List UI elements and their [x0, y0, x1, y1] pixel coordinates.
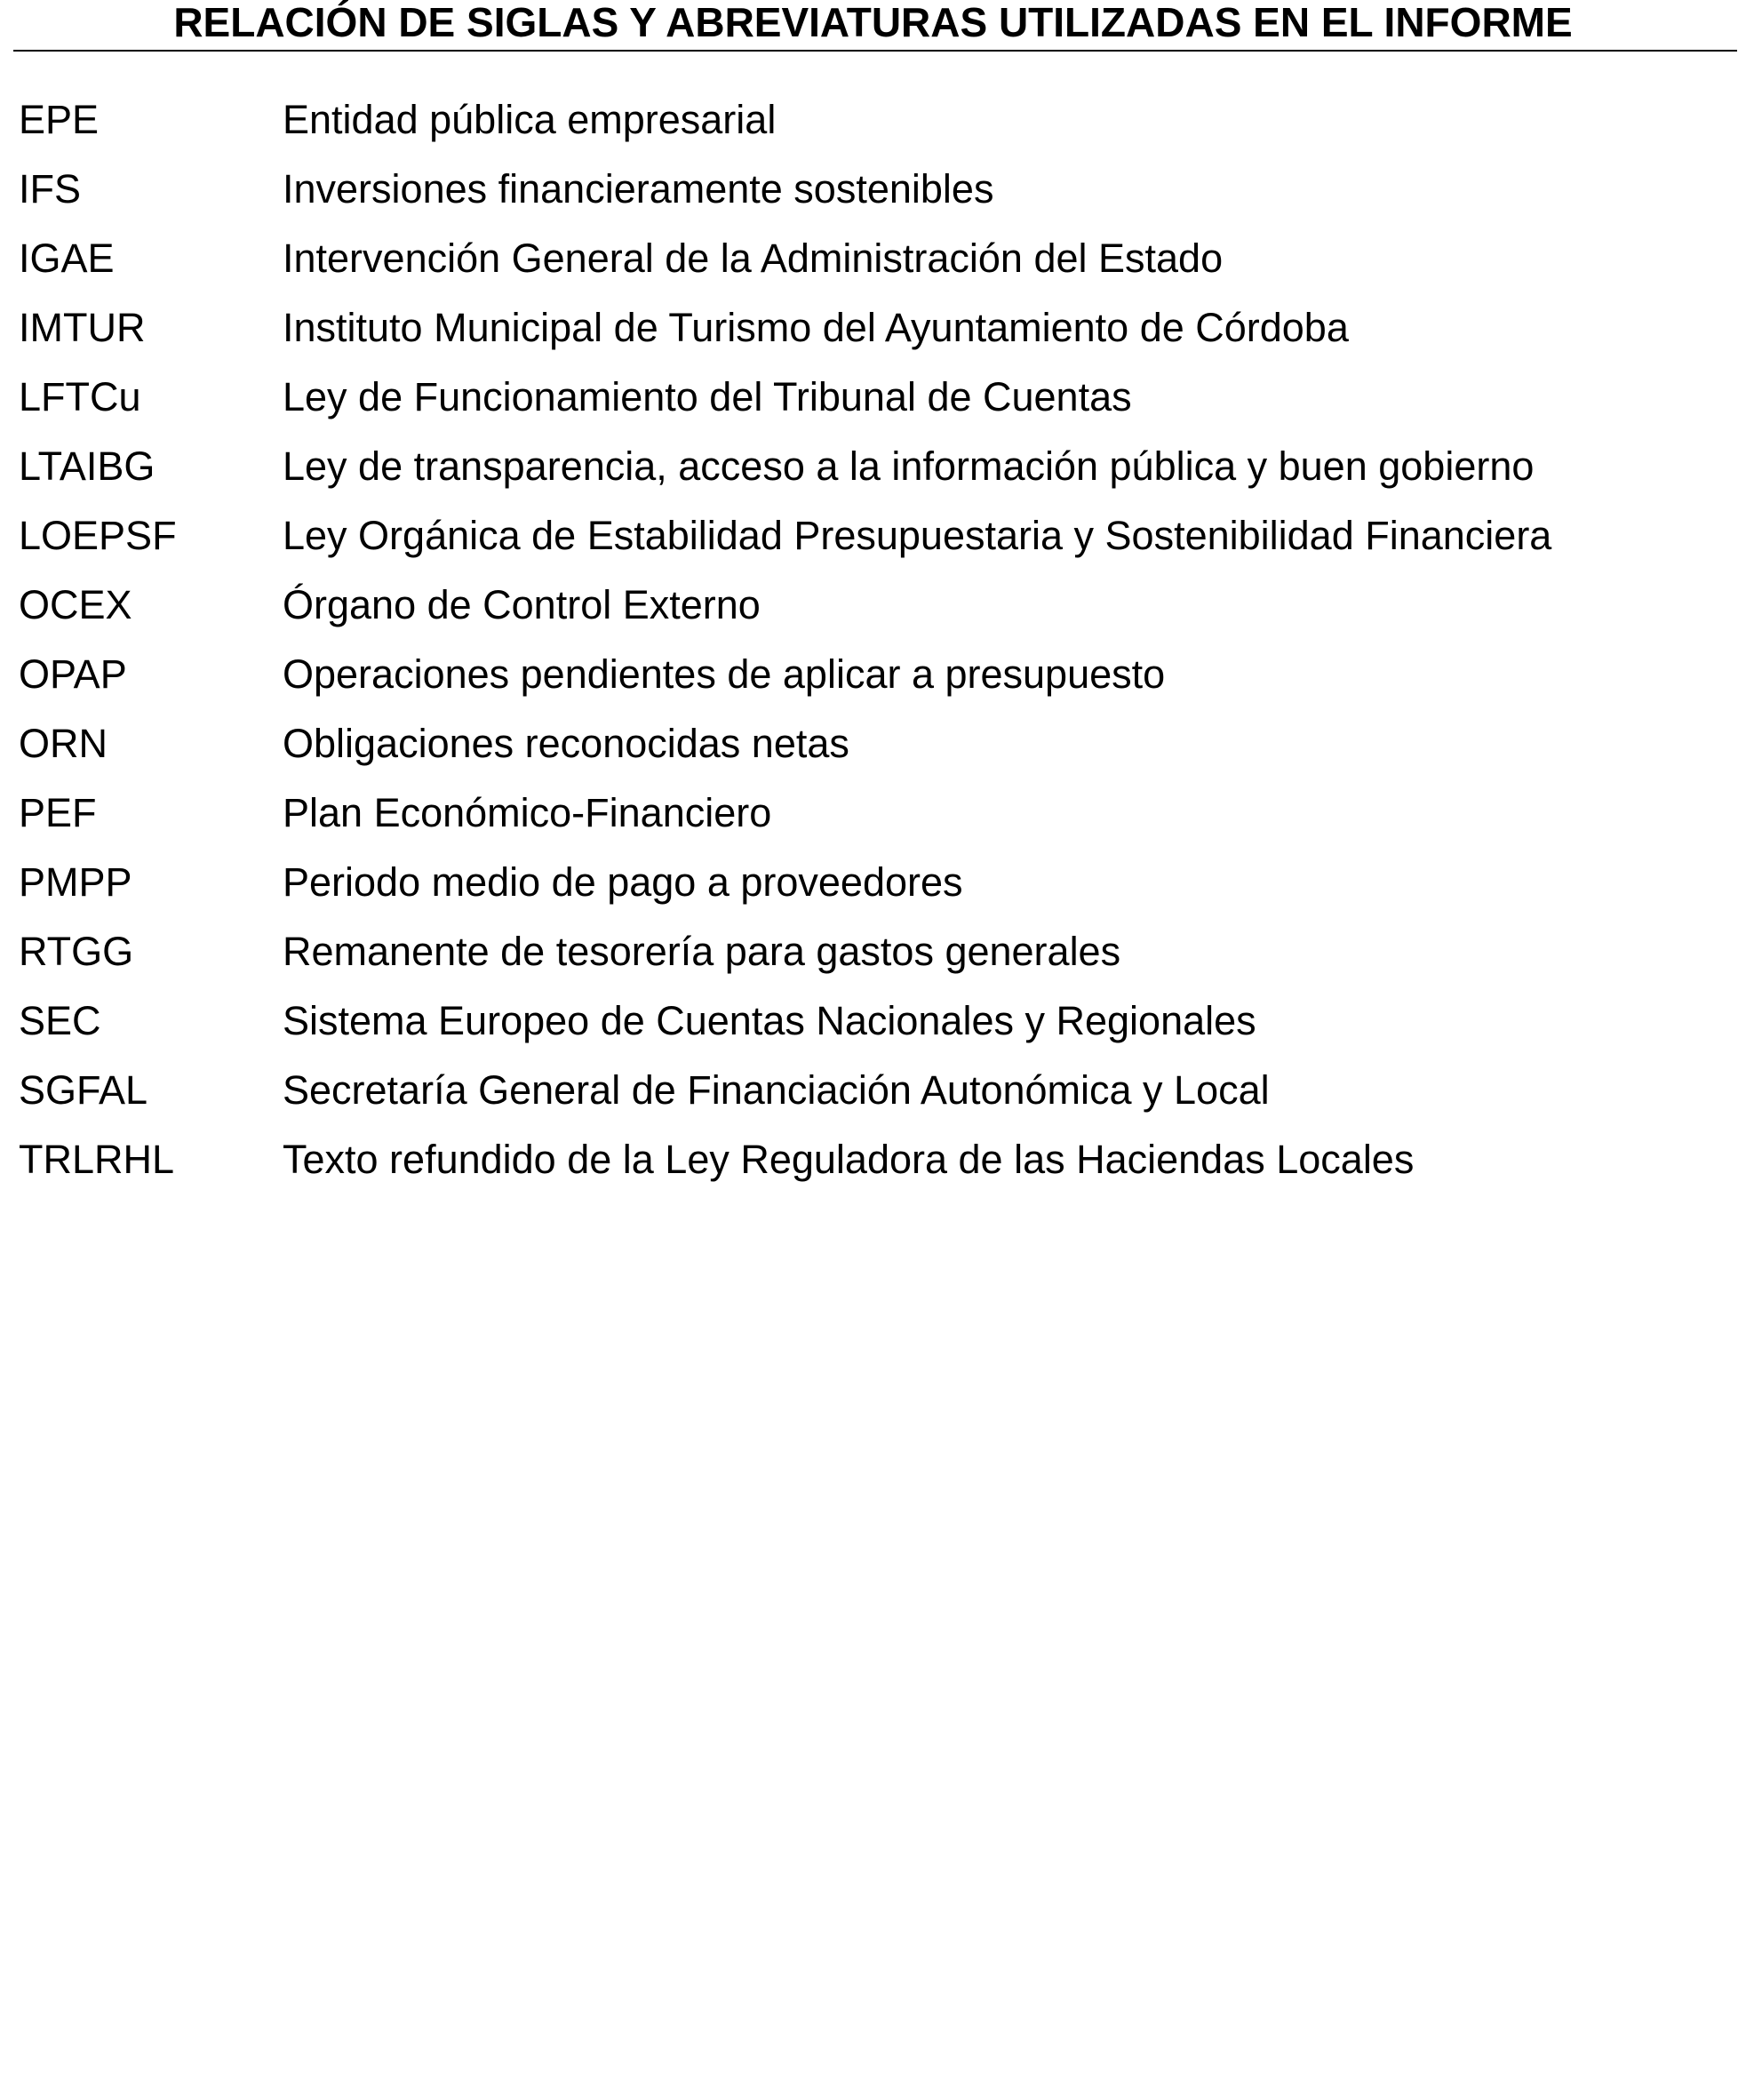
abbreviation-code: OPAP — [19, 651, 127, 697]
abbreviation-description: Inversiones financieramente sostenibles — [283, 166, 994, 212]
abbreviation-description: Ley de Funcionamiento del Tribunal de Cuentas — [283, 374, 1132, 419]
abbreviation-description: Sistema Europeo de Cuentas Nacionales y Regionales — [283, 998, 1256, 1043]
abbreviation-code: OCEX — [19, 582, 132, 627]
abbreviation-code: TRLRHL — [19, 1137, 175, 1182]
abbreviation-row — [0, 717, 1746, 787]
abbreviation-row — [0, 440, 1746, 509]
abbreviation-code: PEF — [19, 790, 97, 835]
abbreviation-list — [0, 93, 1746, 1202]
abbreviation-code: LOEPSF — [19, 513, 177, 558]
abbreviation-row — [0, 648, 1746, 717]
abbreviation-code: ORN — [19, 721, 108, 766]
abbreviation-row — [0, 579, 1746, 648]
abbreviation-code: PMPP — [19, 859, 132, 905]
abbreviation-code: LTAIBG — [19, 443, 155, 489]
abbreviation-code: RTGG — [19, 929, 134, 974]
abbreviation-description: Plan Económico-Financiero — [283, 790, 772, 835]
abbreviation-row — [0, 1133, 1746, 1202]
abbreviation-row — [0, 371, 1746, 440]
abbreviation-description: Ley de transparencia, acceso a la información pública y buen gobierno — [283, 443, 1535, 489]
abbreviation-description: Órgano de Control Externo — [283, 582, 761, 627]
abbreviation-description: Intervención General de la Administración del Estado — [283, 236, 1224, 281]
abbreviation-code: SEC — [19, 998, 101, 1043]
abbreviation-row — [0, 994, 1746, 1064]
page-title: RELACIÓN DE SIGLAS Y ABREVIATURAS UTILIZADAS EN EL INFORME — [173, 0, 1573, 45]
abbreviation-description: Remanente de tesorería para gastos generales — [283, 929, 1121, 974]
abbreviation-description: Texto refundido de la Ley Reguladora de las Haciendas Locales — [283, 1137, 1415, 1182]
abbreviation-description: Obligaciones reconocidas netas — [283, 721, 849, 766]
abbreviation-description: Instituto Municipal de Turismo del Ayuntamiento de Córdoba — [283, 305, 1349, 350]
abbreviation-row — [0, 509, 1746, 579]
abbreviation-code: IGAE — [19, 236, 115, 281]
abbreviation-row — [0, 925, 1746, 994]
abbreviation-row — [0, 301, 1746, 371]
abbreviation-row — [0, 1064, 1746, 1133]
abbreviation-description: Periodo medio de pago a proveedores — [283, 859, 963, 905]
abbreviation-description: Entidad pública empresarial — [283, 97, 777, 142]
abbreviation-code: LFTCu — [19, 374, 141, 419]
abbreviation-description: Operaciones pendientes de aplicar a presupuesto — [283, 651, 1166, 697]
abbreviation-row — [0, 787, 1746, 856]
abbreviation-description: Ley Orgánica de Estabilidad Presupuestaria y Sostenibilidad Financiera — [283, 513, 1552, 558]
abbreviation-row — [0, 232, 1746, 301]
abbreviation-row — [0, 163, 1746, 232]
abbreviation-code: EPE — [19, 97, 100, 142]
abbreviation-code: IMTUR — [19, 305, 146, 350]
abbreviation-row — [0, 93, 1746, 163]
abbreviation-row — [0, 856, 1746, 925]
abbreviation-code: SGFAL — [19, 1067, 148, 1113]
abbreviation-description: Secretaría General de Financiación Autonómica y Local — [283, 1067, 1270, 1113]
title-divider — [13, 50, 1737, 52]
abbreviation-code: IFS — [19, 166, 82, 212]
